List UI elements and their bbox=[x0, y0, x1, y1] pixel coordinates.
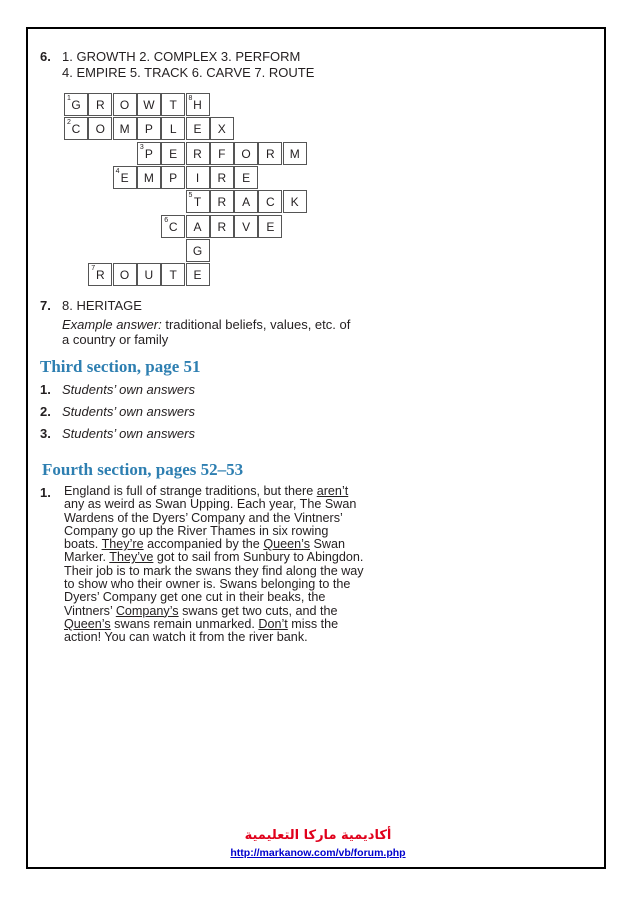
clue-number: 2 bbox=[67, 119, 71, 127]
clue-number: 1 bbox=[67, 95, 71, 102]
cell-letter: A bbox=[242, 195, 251, 210]
q7-answer: 8. HERITAGE bbox=[62, 298, 142, 313]
underlined-word: Company’s bbox=[115, 603, 179, 618]
cell-letter: R bbox=[193, 146, 202, 161]
crossword-cell bbox=[113, 117, 137, 140]
q7-number: 7. bbox=[40, 298, 51, 313]
third-section-heading: Third section, page 51 bbox=[40, 357, 201, 376]
crossword-cell bbox=[137, 93, 161, 116]
text-run: swans remain unmarked. bbox=[110, 616, 259, 631]
crossword-cell bbox=[161, 166, 185, 189]
example-text: traditional beliefs, values, etc. of bbox=[161, 317, 351, 332]
crossword-cell bbox=[137, 263, 161, 286]
crossword-cell bbox=[88, 93, 112, 116]
cell-letter: C bbox=[266, 195, 275, 210]
cell-letter: H bbox=[193, 98, 202, 112]
text-run: swans get two cuts, and the bbox=[178, 603, 338, 618]
text-run: accompanied by the bbox=[143, 537, 264, 552]
cell-letter: R bbox=[217, 170, 227, 185]
third-item-2-num: 2. bbox=[40, 404, 51, 419]
cell-letter: V bbox=[242, 219, 251, 234]
cell-letter: M bbox=[143, 170, 154, 185]
cell-letter: I bbox=[195, 170, 200, 185]
clue-number: 4 bbox=[115, 167, 120, 175]
text-run: miss the action! You can watch it from the river bank. bbox=[64, 616, 339, 645]
underlined-word: aren’t bbox=[316, 484, 349, 498]
clue-number: 8 bbox=[188, 95, 193, 102]
cell-letter: O bbox=[119, 98, 130, 112]
crossword-cell bbox=[64, 117, 88, 140]
cell-letter: M bbox=[119, 122, 130, 137]
cell-letter: O bbox=[241, 146, 251, 161]
third-item-2-text: Students’ own answers bbox=[62, 404, 195, 419]
cell-letter: G bbox=[192, 243, 203, 258]
crossword-cell bbox=[113, 263, 137, 286]
fourth-section-heading: Fourth section, pages 52–53 bbox=[42, 460, 244, 479]
clue-number: 7 bbox=[91, 265, 96, 273]
cell-letter: P bbox=[169, 170, 178, 185]
crossword-cell bbox=[113, 166, 137, 189]
crossword-cell bbox=[210, 166, 234, 189]
text-run: Swan Marker. bbox=[64, 537, 346, 565]
cell-letter: L bbox=[169, 122, 177, 137]
q7-example-cont: a country or family bbox=[62, 332, 169, 347]
crossword-cell bbox=[234, 142, 258, 165]
fourth-section-paragraph bbox=[64, 485, 364, 645]
clue-number: 5 bbox=[188, 192, 193, 200]
crossword-cell bbox=[113, 93, 137, 116]
crossword-cell bbox=[161, 117, 185, 140]
underlined-word: Queen’s bbox=[263, 537, 310, 552]
cell-letter: R bbox=[217, 195, 227, 210]
underlined-word: They’ve bbox=[109, 550, 154, 565]
crossword-cell bbox=[161, 215, 185, 238]
text-run: got to sail from Sunbury to Abingdon. Their job is to mark the swans they find along the way to show who their owner is. Swans belonging to the Dyers’ Company get one cut in their beaks, the Vintners’ bbox=[64, 550, 364, 618]
cell-letter: O bbox=[95, 122, 105, 137]
cell-letter: E bbox=[242, 170, 251, 185]
cell-letter: O bbox=[119, 268, 130, 283]
crossword-cell bbox=[283, 142, 307, 165]
crossword-cell bbox=[137, 142, 161, 165]
crossword-cell bbox=[258, 190, 282, 213]
crossword-cell bbox=[234, 166, 258, 189]
cell-letter: E bbox=[193, 122, 202, 137]
cell-letter: G bbox=[71, 98, 81, 112]
text-run: England is full of strange traditions, but there bbox=[64, 484, 317, 498]
clue-number: 3 bbox=[139, 143, 144, 151]
crossword-cell bbox=[210, 215, 234, 238]
crossword-cell bbox=[186, 93, 210, 116]
crossword-cell bbox=[137, 166, 161, 189]
crossword-cell bbox=[283, 190, 307, 213]
cell-letter: C bbox=[168, 219, 178, 234]
cell-letter: T bbox=[169, 268, 177, 283]
crossword-cell bbox=[186, 142, 210, 165]
crossword-cell bbox=[161, 263, 185, 286]
crossword-cell bbox=[210, 117, 234, 140]
crossword-cell bbox=[258, 142, 282, 165]
crossword-cell bbox=[186, 239, 210, 262]
cell-letter: X bbox=[217, 122, 226, 137]
crossword-cell bbox=[186, 263, 210, 286]
q6-line2: 4. EMPIRE 5. TRACK 6. CARVE 7. ROUTE bbox=[62, 65, 315, 80]
cell-letter: U bbox=[144, 268, 154, 283]
footer-arabic-title: أكاديمية ماركا التعليمية bbox=[244, 828, 392, 843]
crossword-cell bbox=[186, 117, 210, 140]
example-label: Example answer: bbox=[62, 317, 162, 332]
clue-number: 6 bbox=[164, 216, 169, 224]
cell-letter: C bbox=[71, 122, 81, 137]
crossword-cell bbox=[234, 190, 258, 213]
q6-number: 6. bbox=[40, 49, 51, 64]
crossword-cell bbox=[234, 215, 258, 238]
footer-link[interactable]: http://markanow.com/vb/forum.php bbox=[230, 847, 406, 859]
cell-letter: F bbox=[218, 146, 226, 161]
crossword-cell bbox=[186, 190, 210, 213]
cell-letter: R bbox=[95, 268, 105, 283]
text-run: any as weird as Swan Upping. Each year, The Swan Wardens of the Dyers’ Company and the Vintners’ Company go up the River Thames in six rowing boats. bbox=[64, 497, 357, 552]
crossword-cell bbox=[161, 93, 185, 116]
cell-letter: E bbox=[193, 268, 202, 283]
cell-letter: W bbox=[143, 98, 155, 112]
cell-letter: A bbox=[193, 219, 202, 234]
cell-letter: P bbox=[144, 146, 153, 161]
page-frame bbox=[26, 27, 606, 869]
underlined-word: They’re bbox=[101, 537, 144, 552]
cell-letter: E bbox=[169, 146, 178, 161]
cell-letter: T bbox=[193, 195, 202, 210]
cell-letter: K bbox=[290, 195, 299, 210]
cell-letter: R bbox=[266, 146, 275, 161]
fourth-item-1-num: 1. bbox=[40, 485, 51, 500]
third-item-1-text: Students’ own answers bbox=[62, 382, 195, 397]
cell-letter: E bbox=[266, 219, 275, 234]
crossword-cell bbox=[210, 190, 234, 213]
third-item-3-text: Students’ own answers bbox=[62, 426, 195, 441]
underlined-word: Queen’s bbox=[64, 616, 111, 631]
cell-letter: M bbox=[289, 146, 300, 161]
crossword-cell bbox=[258, 215, 282, 238]
third-item-1-num: 1. bbox=[40, 382, 51, 397]
crossword-cell bbox=[186, 215, 210, 238]
crossword-cell bbox=[210, 142, 234, 165]
cell-letter: T bbox=[169, 98, 177, 112]
crossword-cell bbox=[161, 142, 185, 165]
crossword-cell bbox=[88, 117, 112, 140]
q7-example bbox=[62, 317, 350, 332]
cell-letter: P bbox=[144, 122, 153, 137]
underlined-word: Don’t bbox=[258, 616, 288, 631]
third-item-3-num: 3. bbox=[40, 426, 51, 441]
q6-line1: 1. GROWTH 2. COMPLEX 3. PERFORM bbox=[62, 49, 301, 64]
crossword-cell bbox=[88, 263, 112, 286]
cell-letter: R bbox=[95, 98, 105, 112]
cell-letter: R bbox=[217, 219, 227, 234]
cell-letter: E bbox=[120, 170, 129, 185]
